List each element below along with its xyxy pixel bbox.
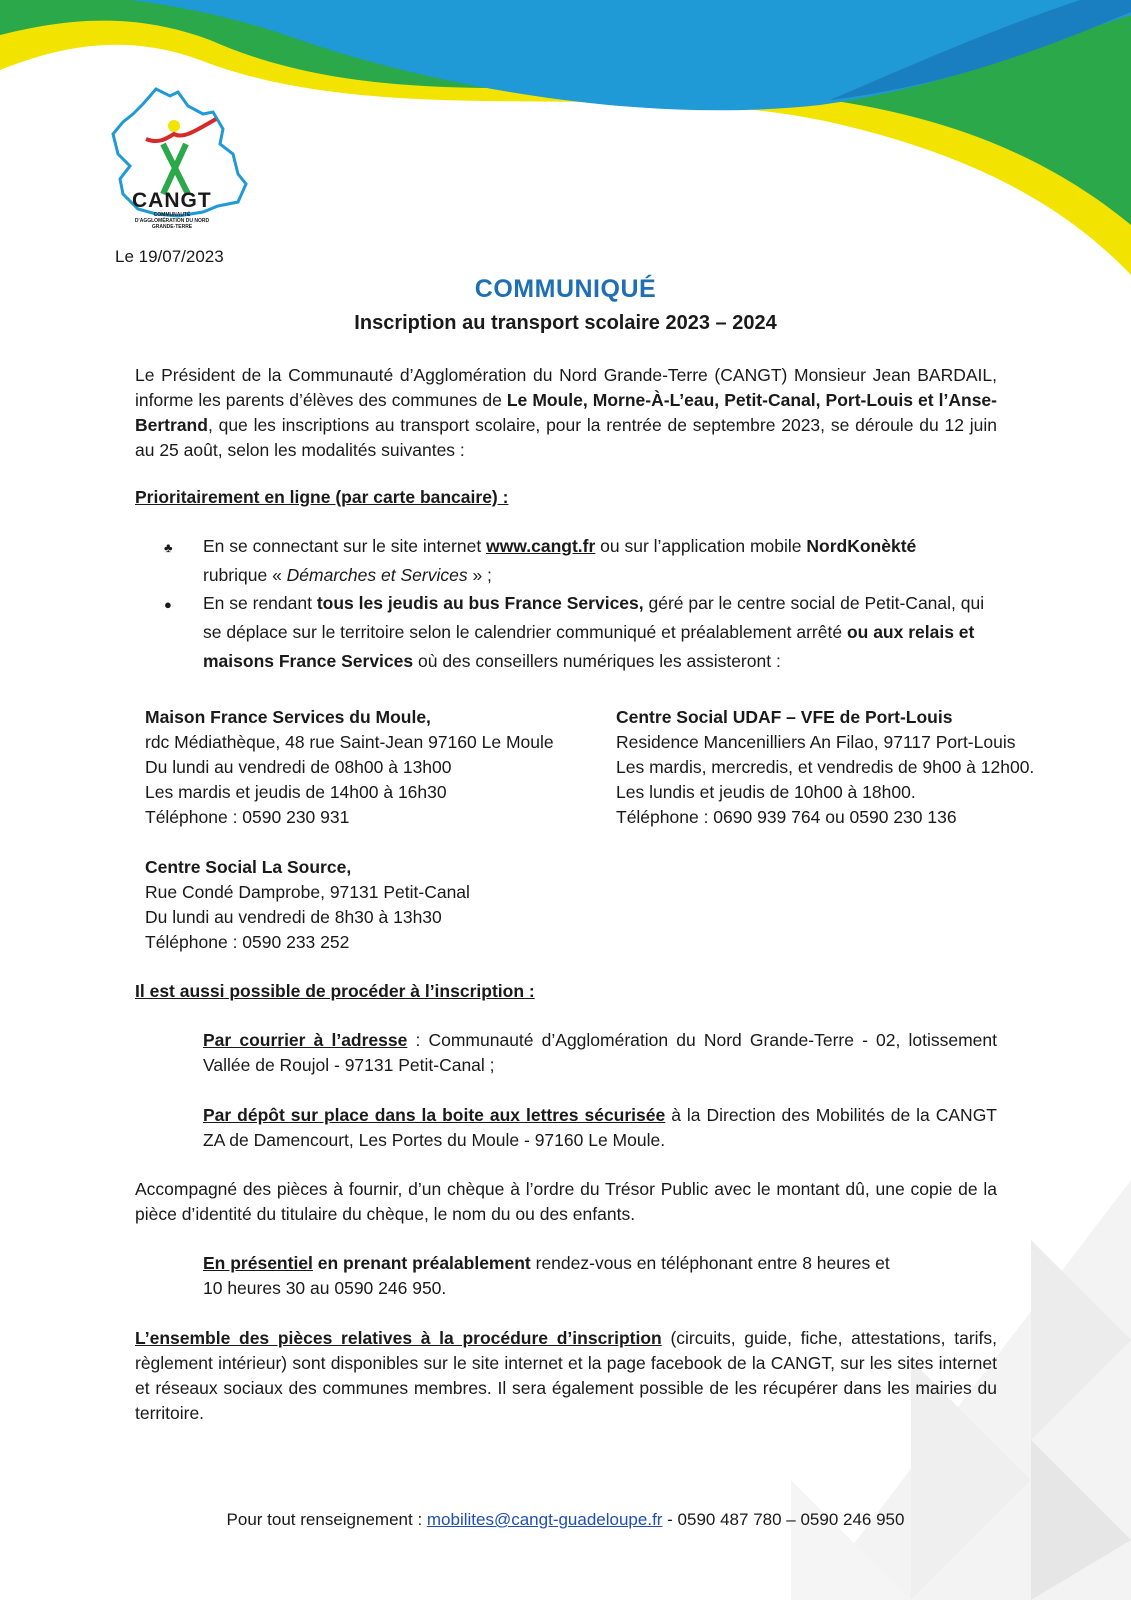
other-heading: Il est aussi possible de procéder à l’inscription : [135,981,535,1001]
footer-contact: Pour tout renseignement : mobilites@cangt-guadeloupe.fr - 0590 487 780 – 0590 246 950 [226,1510,905,1529]
app-name: NordKonèkté [806,536,917,556]
center-hours: Les mardis et jeudis de 14h00 à 16h30 [145,782,447,802]
logo-text: CANGT [132,189,212,212]
online-heading: Prioritairement en ligne (par carte bancaire) : [135,487,509,507]
email-link[interactable]: mobilites@cangt-guadeloupe.fr [426,1510,663,1529]
documents-paragraph: L’ensemble des pièces relatives à la procédure d’inscription (circuits, guide, fiche, attestations, tarifs, règlement intérieur) sont disponibles sur le site internet et la page facebook de la CANGT, sur les sites internet et réseaux sociaux des communes membres. Il sera également possible de les récupérer dans les mairies du territoire. [135,1328,998,1423]
center-phone: Téléphone : 0590 233 252 [145,932,350,952]
center-name: Centre Social UDAF – VFE de Port-Louis [616,707,953,727]
center-phone: Téléphone : 0590 230 931 [145,807,350,827]
center-hours: Du lundi au vendredi de 8h30 à 13h30 [145,907,442,927]
center-address: rdc Médiathèque, 48 rue Saint-Jean 97160 Le Moule [145,732,554,752]
bullet-icon: ● [164,597,172,612]
accompany-paragraph: Accompagné des pièces à fournir, d’un chèque à l’ordre du Trésor Public avec le montant dû, une copie de la pièce d’identité du titulaire du chèque, le nom du ou des enfants. [135,1179,997,1224]
logo-subtitle: COMMUNAUTÉ D'AGGLOMÉRATION DU NORD GRANDE-TERRE [134,212,210,230]
cangt-logo [108,84,253,239]
center-moule [145,705,595,830]
center-hours: Du lundi au vendredi de 08h00 à 13h00 [145,757,452,777]
center-address: Rue Condé Damprobe, 97131 Petit-Canal [145,882,470,902]
center-port-louis [616,705,1056,830]
list-item-online: En se connectant sur le site internet www.cangt.fr ou sur l’application mobile NordKonèkté rubrique « Démarches et Services » ; [203,536,917,585]
center-name: Centre Social La Source, [145,857,352,877]
page-subtitle: Inscription au transport scolaire 2023 – 2024 [354,312,777,334]
page-title: COMMUNIQUÉ [474,275,657,303]
center-la-source [145,855,595,955]
center-phone: Téléphone : 0690 939 764 ou 0590 230 136 [616,807,957,827]
center-address: Residence Mancenilliers An Filao, 97117 Port-Louis [616,732,1016,752]
website-link[interactable]: www.cangt.fr [486,536,596,556]
center-hours: Les lundis et jeudis de 10h00 à 18h00. [616,782,916,802]
bullet-icon: ♣ [164,540,173,555]
intro-paragraph: Le Président de la Communauté d’Agglomération du Nord Grande-Terre (CANGT) Monsieur Jean BARDAIL, informe les parents d’élèves des communes de Le Moule, Morne-À-L’eau, Petit-Canal, Port-Louis et l’Anse-Bertrand, que les inscriptions au transport scolaire, pour la rentrée de septembre 2023, se déroule du 12 juin au 25 août, selon les modalités suivantes : [135,365,997,460]
center-name: Maison France Services du Moule, [145,707,431,727]
in-person-option: En présentiel en prenant préalablement rendez-vous en téléphonant entre 8 heures et 10 heures 30 au 0590 246 950. [203,1253,890,1298]
communes-list: Le Moule, Morne-À-L’eau, Petit-Canal, Port-Louis et l’Anse-Bertrand [135,390,997,435]
document-date: Le 19/07/2023 [115,247,224,266]
center-hours: Les mardis, mercredis, et vendredis de 9h00 à 12h00. [616,757,1035,777]
mail-option: Par courrier à l’adresse : Communauté d’Agglomération du Nord Grande-Terre - 02, lotissement Vallée de Roujol - 97131 Petit-Canal ; [203,1030,998,1075]
list-item-bus: En se rendant tous les jeudis au bus France Services, géré par le centre social de Petit-Canal, qui se déplace sur le territoire selon le calendrier communiqué et préalablement arrêté ou aux relais et maisons France Services où des conseillers numériques les assisteront : [203,593,985,671]
mailbox-option: Par dépôt sur place dans la boite aux lettres sécurisée à la Direction des Mobilités de la CANGT ZA de Damencourt, Les Portes du Moule - 97160 Le Moule. [203,1105,997,1150]
